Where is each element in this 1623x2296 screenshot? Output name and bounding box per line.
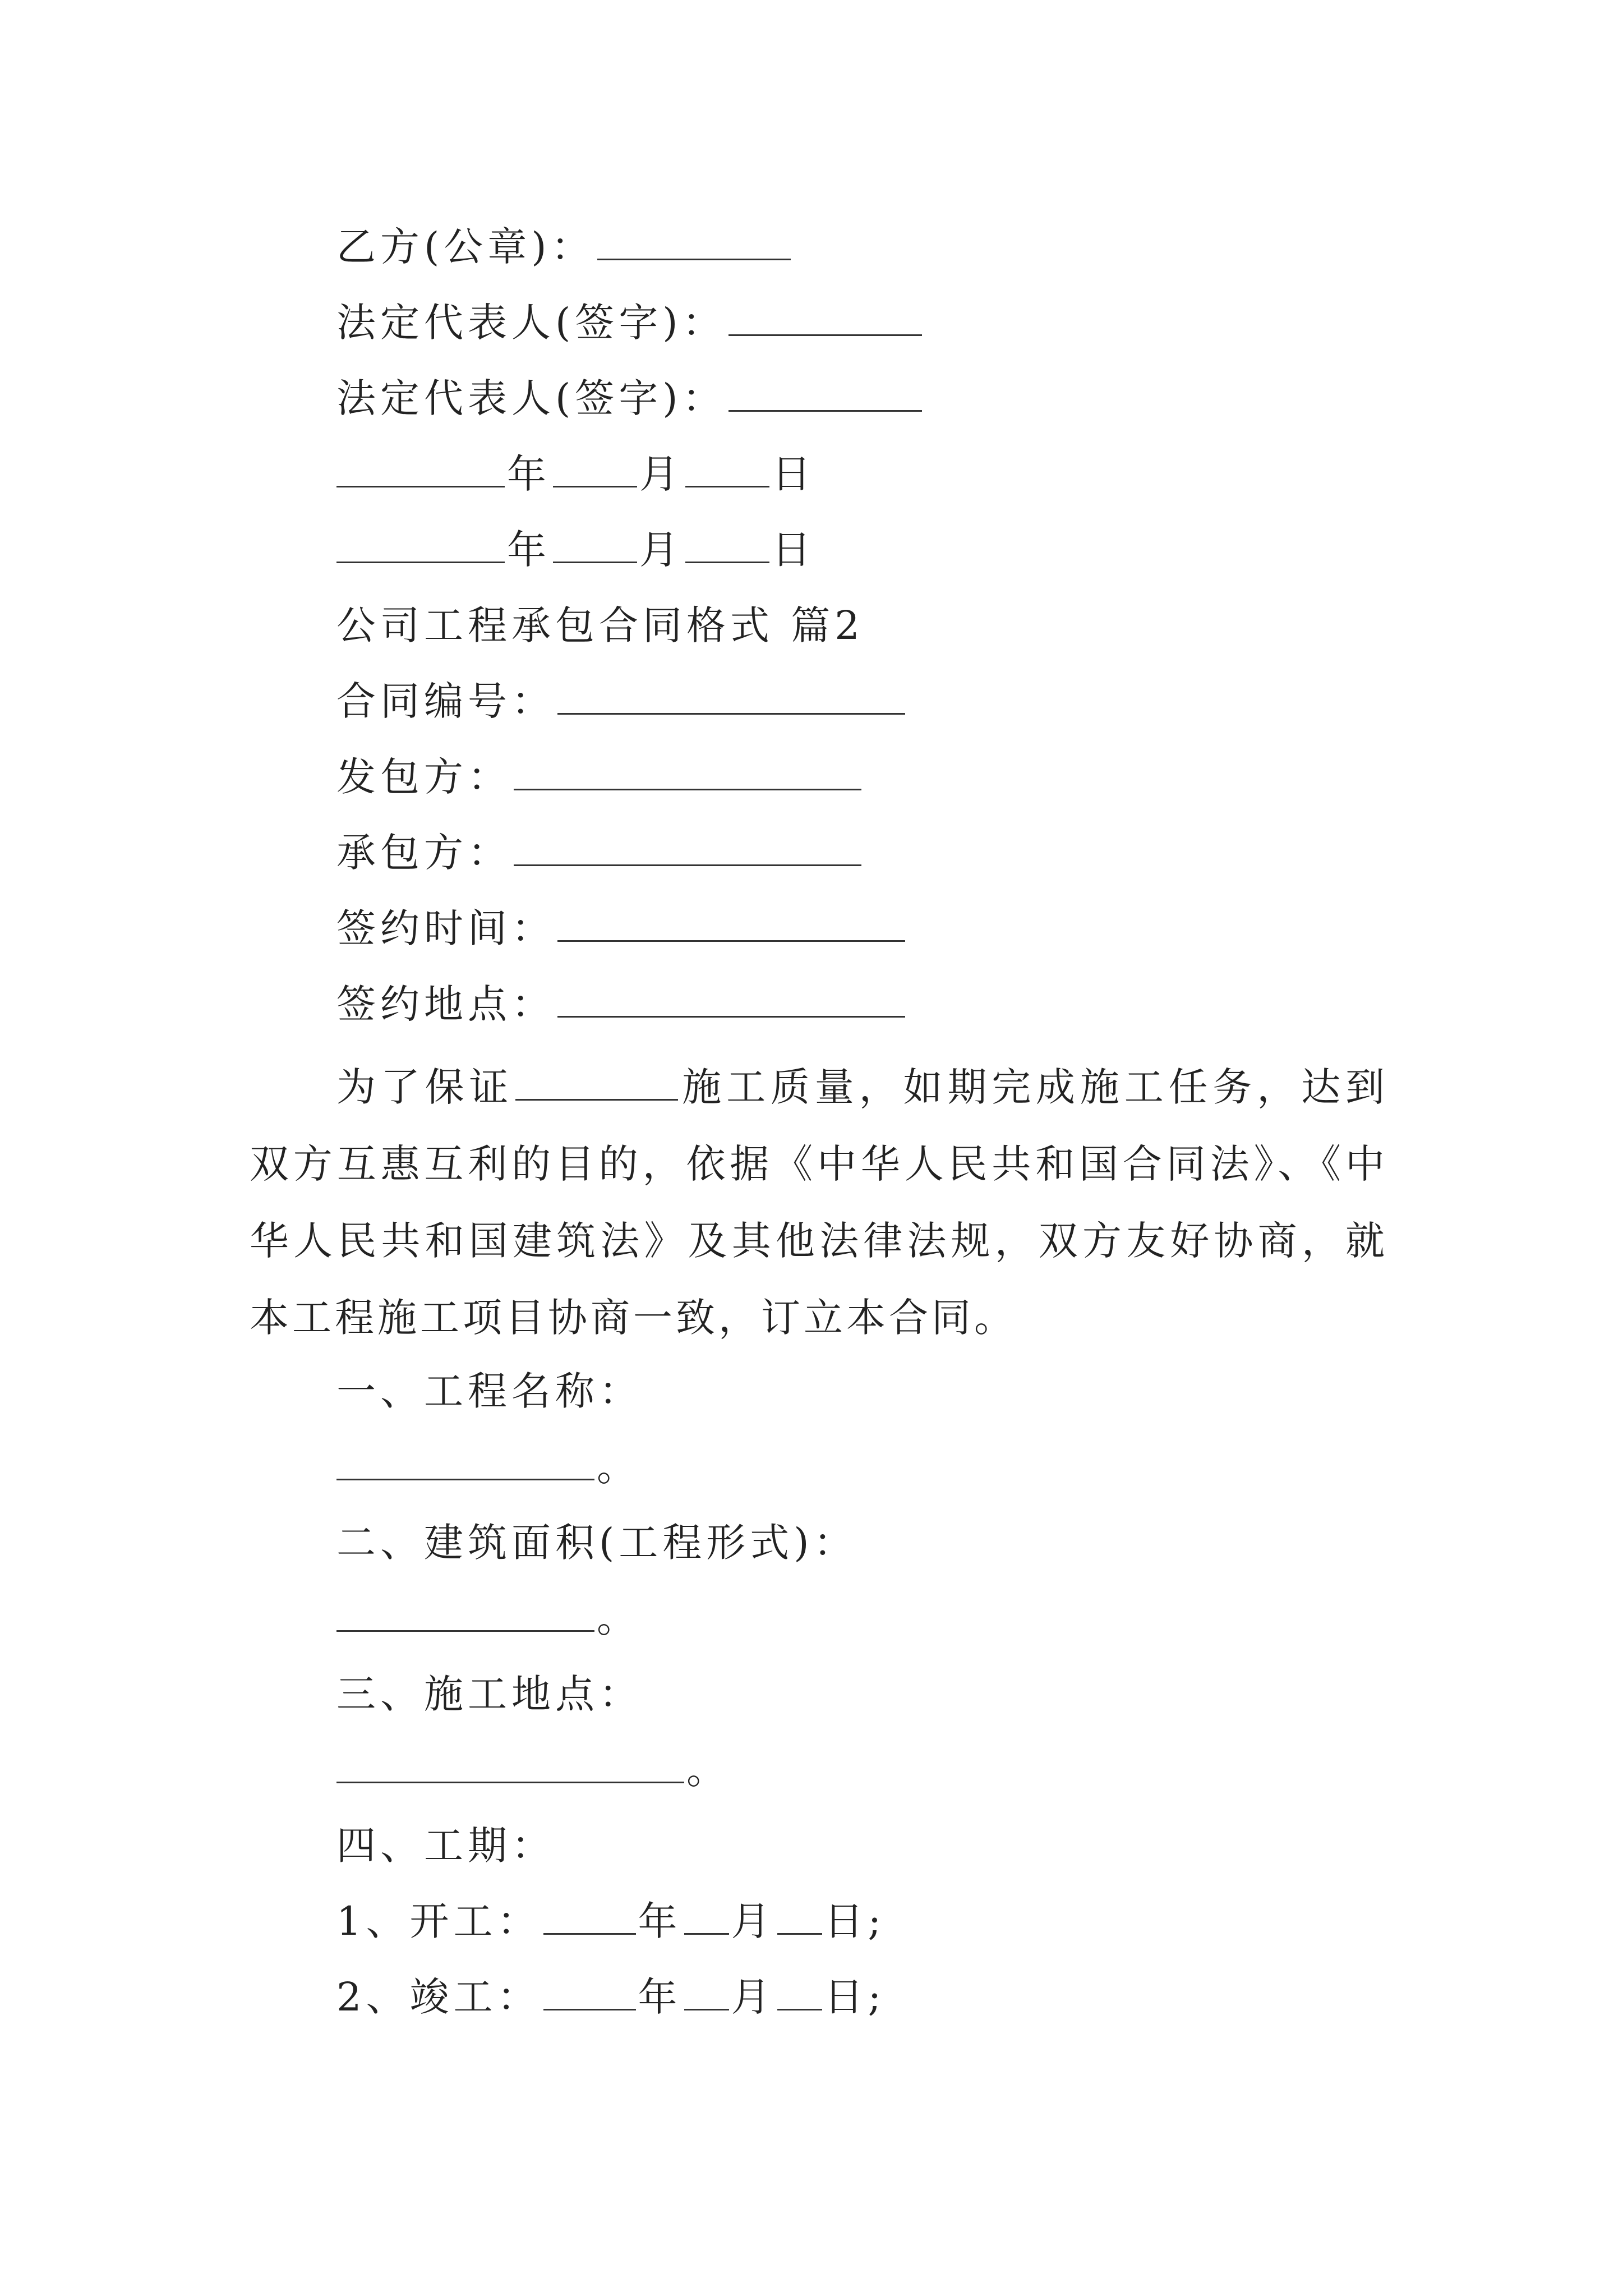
legal-rep-line-2 — [336, 370, 924, 426]
end-date-label: 2、竣工： — [336, 1974, 541, 2020]
start-year-label: 年 — [638, 1898, 682, 1944]
start-day-label: 日; — [824, 1898, 886, 1944]
year-blank-1[interactable] — [336, 447, 505, 487]
day-label-1: 日 — [772, 451, 815, 497]
day-blank-2[interactable] — [685, 522, 769, 563]
clause-2-value-line — [336, 1590, 640, 1646]
year-blank-2[interactable] — [336, 522, 505, 563]
end-date-line — [336, 1969, 886, 2025]
contractor-label: 承包方： — [336, 830, 511, 876]
project-name-blank[interactable] — [515, 1060, 678, 1101]
clause-3-heading: 三、施工地点： — [336, 1671, 643, 1717]
sign-time-label: 签约时间： — [336, 905, 555, 951]
start-year-blank[interactable] — [543, 1894, 636, 1935]
sign-time-blank[interactable] — [557, 901, 905, 942]
year-label-1: 年 — [507, 451, 551, 497]
clause-1-period: 。 — [597, 1444, 640, 1490]
end-day-label: 日; — [824, 1974, 886, 2020]
start-day-blank[interactable] — [777, 1894, 822, 1935]
building-area-blank[interactable] — [336, 1591, 594, 1632]
construction-site-blank[interactable] — [336, 1742, 684, 1783]
end-month-blank[interactable] — [684, 1970, 729, 2010]
intro-paragraph — [250, 1049, 1388, 1356]
contractor-line — [336, 825, 864, 881]
sign-place-blank[interactable] — [557, 977, 905, 1018]
date-line-2 — [336, 522, 815, 578]
start-month-label: 月 — [731, 1898, 775, 1944]
month-label-1: 月 — [639, 451, 683, 497]
end-month-label: 月 — [731, 1974, 775, 2020]
month-label-2: 月 — [639, 527, 683, 573]
legal-rep-blank-1[interactable] — [728, 295, 922, 336]
contract-no-label: 合同编号： — [336, 678, 555, 724]
legal-rep-label-1: 法定代表人(签字)： — [336, 300, 726, 346]
end-year-label: 年 — [638, 1974, 682, 2020]
section-title: 公司工程承包合同格式 篇2 — [336, 602, 864, 648]
contractor-blank[interactable] — [514, 825, 861, 866]
employer-line — [336, 749, 864, 805]
intro-part-2: 施工质量，如期完成施工任务，达到双方互惠互利的目的，依据《中华人民共和国合同法》、《中华人民共和国建筑法》及其他法律法规，双方友好协商，就本工程施工项目协商一致，订立本合同。 — [250, 1064, 1389, 1341]
day-label-2: 日 — [772, 527, 815, 573]
end-day-blank[interactable] — [777, 1970, 822, 2010]
clause-2-heading: 二、建筑面积(工程形式)： — [336, 1520, 857, 1566]
clause-3-value-line — [336, 1742, 730, 1798]
sign-place-line — [336, 976, 907, 1032]
contract-no-blank[interactable] — [557, 674, 905, 715]
legal-rep-line-1 — [336, 295, 924, 351]
year-label-2: 年 — [507, 527, 551, 573]
employer-label: 发包方： — [336, 754, 511, 800]
party-b-seal-line — [336, 219, 793, 275]
date-line-1 — [336, 446, 815, 502]
legal-rep-blank-2[interactable] — [728, 371, 922, 412]
clause-3-period: 。 — [686, 1747, 730, 1793]
intro-part-1: 为了保证 — [336, 1064, 514, 1110]
project-title-blank[interactable] — [336, 1439, 594, 1480]
clause-1-value-line — [336, 1439, 640, 1495]
clause-4-heading: 四、工期： — [336, 1823, 555, 1869]
month-blank-2[interactable] — [553, 522, 637, 563]
employer-blank[interactable] — [514, 749, 861, 790]
contract-no-line — [336, 673, 907, 729]
day-blank-1[interactable] — [685, 447, 769, 487]
legal-rep-label-2: 法定代表人(签字)： — [336, 375, 726, 421]
party-b-seal-label: 乙方(公章)： — [336, 224, 595, 270]
month-blank-1[interactable] — [553, 447, 637, 487]
clause-1-heading: 一、工程名称： — [336, 1368, 643, 1414]
start-date-line — [336, 1893, 886, 1949]
start-month-blank[interactable] — [684, 1894, 729, 1935]
sign-time-line — [336, 900, 907, 956]
party-b-seal-blank[interactable] — [597, 219, 791, 260]
clause-2-period: 。 — [597, 1595, 640, 1641]
sign-place-label: 签约地点： — [336, 981, 555, 1027]
end-year-blank[interactable] — [543, 1970, 636, 2010]
start-date-label: 1、开工： — [336, 1898, 541, 1944]
